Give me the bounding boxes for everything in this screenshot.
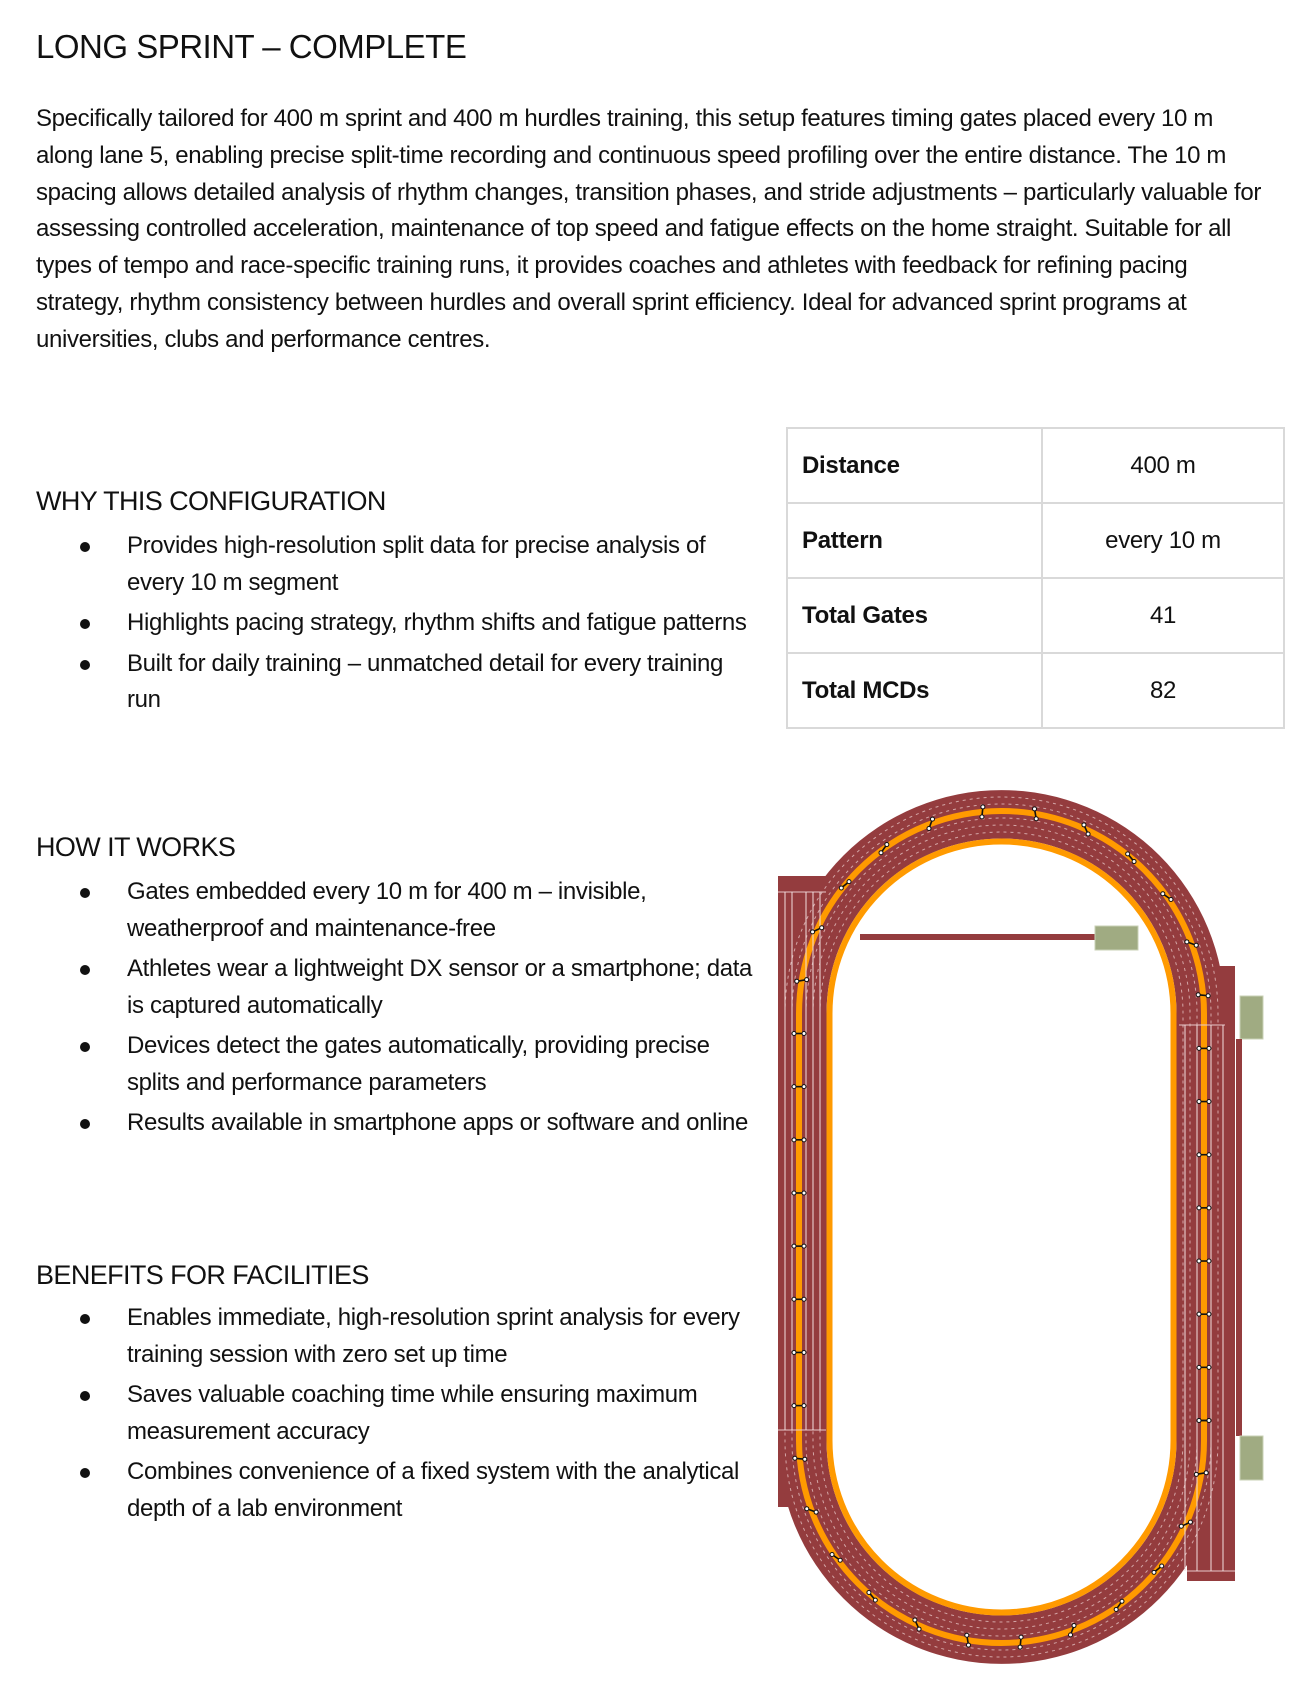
runway-bar bbox=[860, 934, 1095, 940]
list-item: Gates embedded every 10 m for 400 m – invisible, weatherproof and maintenance-free bbox=[36, 874, 756, 947]
list-item: Results available in smartphone apps or software and online bbox=[36, 1105, 756, 1142]
spec-value: every 10 m bbox=[1042, 503, 1284, 578]
field-box-right-top bbox=[1240, 996, 1263, 1039]
list-item: Combines convenience of a fixed system with the analytical depth of a lab environment bbox=[36, 1454, 756, 1527]
straight-lane-dividers bbox=[785, 892, 1223, 1571]
spec-value: 82 bbox=[1042, 653, 1284, 728]
spec-value: 400 m bbox=[1042, 428, 1284, 503]
spec-label: Distance bbox=[787, 428, 1042, 503]
field-box-right-bottom bbox=[1240, 1436, 1263, 1480]
section-heading-benefits: BENEFITS FOR FACILITIES bbox=[36, 1260, 369, 1290]
list-item: Athletes wear a lightweight DX sensor or a smartphone; data is captured automatically bbox=[36, 951, 756, 1024]
right-runway-bar bbox=[1236, 1039, 1242, 1436]
list-item: Provides high-resolution split data for precise analysis of every 10 m segment bbox=[36, 528, 756, 601]
timing-gates bbox=[792, 805, 1211, 1649]
start-finish-lines bbox=[778, 892, 1235, 1571]
list-item: Enables immediate, high-resolution sprint analysis for every training session with zero set up time bbox=[36, 1300, 756, 1373]
list-item: Highlights pacing strategy, rhythm shifts and fatigue patterns bbox=[36, 605, 756, 642]
section-heading-how: HOW IT WORKS bbox=[36, 832, 236, 862]
spec-label: Total Gates bbox=[787, 578, 1042, 653]
field-box-top bbox=[1095, 926, 1138, 950]
list-item: Saves valuable coaching time while ensuring maximum measurement accuracy bbox=[36, 1377, 756, 1450]
section-heading-why: WHY THIS CONFIGURATION bbox=[36, 486, 386, 516]
inner-curb bbox=[830, 842, 1174, 1613]
list-item: Built for daily training – unmatched detail for every training run bbox=[36, 646, 756, 719]
spec-value: 41 bbox=[1042, 578, 1284, 653]
spec-label: Pattern bbox=[787, 503, 1042, 578]
spec-label: Total MCDs bbox=[787, 653, 1042, 728]
intro-paragraph: Specifically tailored for 400 m sprint and 400 m hurdles training, this setup features timing gates placed every 10 m along lane 5, enabling precise split-time recording and continuous speed profiling over the entire distance. The 10 m spacing allows detailed analysis of rhythm changes, transition phases, and stride adjustments – particularly valuable for assessing controlled acceleration, maintenance of top speed and fatigue effects on the home straight. Suitable for all types of tempo and race-specific training runs, it provides coaches and athletes with feedback for refining pacing strategy, rhythm consistency between hurdles and overall sprint efficiency. Ideal for advanced sprint programs at universities, clubs and performance centres. bbox=[36, 105, 1261, 353]
page-title: LONG SPRINT – COMPLETE bbox=[36, 28, 467, 65]
list-item: Devices detect the gates automatically, providing precise splits and performance parameters bbox=[36, 1028, 756, 1101]
